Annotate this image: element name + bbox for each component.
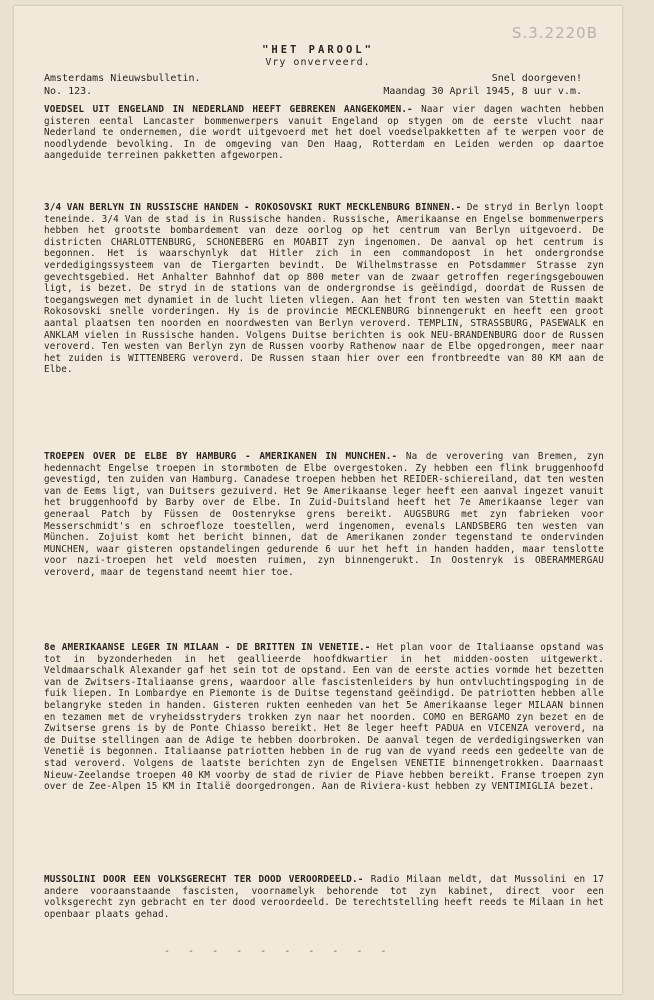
article-body: Na de verovering van Bremen, zyn hedennacht Engelse troepen in stormboten de Elbe overgestoken. Zy hebben een flink bruggenhoofd gevestigd, ten zuiden van Hamburg. Canadese troepen hebben het REIDER-schiereiland, dat ten westen van de Eems ligt, van Duitsers gezuiverd. Het 9e Amerikaanse leger heeft een aanval ingezet vanuit het bruggenhoofd by Barby over de Elbe. In Zuid-Duitsland heeft het 7e Amerikaanse leger van generaal Patch by Füssen de Oostenrykse grens bereikt. AUGSBURG met zyn fabrieken voor Messerschmidt's en schroefloze toestellen, werd ingenomen, evenals LANDSBERG ten westen van München. Zojuist komt het bericht binnen, dat de Amerikanen zonder tegenstand te ondervinden MUNCHEN, waar gisteren opstandelingen gedurende 6 uur het heft in handen hadden, maar tenslotte voor nazi-troepen het veld moesten ruimen, zyn binnengerukt. In Oostenryk is OBERAMMERGAU veroverd, maar de tegenstand neemt hier toe. <box>44 451 604 578</box>
closing-separator: - - - - - - - - - - <box>164 946 393 957</box>
article-body: Het plan voor de Italiaanse opstand was tot in byzonderheden in het geallieerde hoofdkwartier in het midden-oosten uitgewerkt. Veldmaarschalk Alexander gaf het sein tot de opstand. Een van de eerste acties vormde het bezetten van de Zwitsers-Italiaanse grens, waardoor alle fascistenleiders by hun ontvluchtingspoging in de fuik liepen. In Lombardye en Piemonte is de Duitse tegenstand geëindigd. De patriotten hebben alle belangryke steden in handen. Gisteren rukten eenheden van het 5e Amerikaanse leger MILAAN binnen en tezamen met de vryheidsstryders trokken zyn naar het noorden. COMO en BERGAMO zyn bezet en de Zwitserse grens is by de Ponte Chiasso bereikt. Het 8e leger heeft PADUA en VICENZA veroverd, na de Duitse stellingen aan de Adige te hebben doorbroken. De aanval tegen de verdedigingswerken van Venetië is begonnen. Italiaanse patriotten hebben in de rug van de vyand reeds een gedeelte van de stad veroverd. Volgens de laatste berichten zyn de Engelsen VENETIE binnengetrokken. Daarnaast Nieuw-Zeelandse troepen 40 KM voorby de stad de rivier de Piave hebben bereikt. Franse troepen zyn over de Zee-Alpen 15 KM in Italië doorgedrongen. Aan de Riviera-kust hebben zy VENTIMIGLIA bezet. <box>44 642 605 793</box>
article-body: Naar vier dagen wachten hebben gisteren eental Lancaster bommenwerpers vanuit Engeland op stygen om de eerste vlucht naar Nederland te ondernemen, die wordt uitgevoerd met het doel voedselpakketten af te werpen voor de noodlydende bevolking. In de omgeving van Den Haag, Rotterdam en Leiden werden op daartoe aangeduide terreinen pakketten afgeworpen. <box>44 104 605 162</box>
article-headline: MUSSOLINI DOOR EEN VOLKSGERECHT TER DOOD VEROORDEELD.- <box>44 874 371 885</box>
article-body: De stryd in Berlyn loopt teneinde. 3/4 Van de stad is in Russische handen. Russische, Amerikaanse en Engelse bommenwerpers hebben het grootste bombardement van deze oorlog op het centrum van Berlyn uitgevoerd. De districten CHARLOTTENBURG, SCHONEBERG en MOABIT zyn ingenomen. De aanval op het centrum is begonnen. Het is waarschynlyk dat Hitler zich in een commandopost in het ondergrondse verdedigingssysteem van de Tiergarten bevindt. De Wilhelmstrasse en Potsdammer Strasse zyn gevechtsgebied. Het Anhalter Bahnhof dat op 800 meter van de zwaar getroffen regeringsgebouwen ligt, is bezet. De stryd in de stations van de ondergrondse is geëindigd, doordat de Russen de toegangswegen met dynamiet in de lucht lieten vliegen. Aan het front ten westen van Stettin maakt Rokosovski snelle vorderingen. Hy is de provincie MECKLENBURG binnengerukt en heeft een groot aantal plaatsen ten noorden en noordwesten van Berlyn veroverd. TEMPLIN, STRASSBURG, PASEWALK en ANKLAM vielen in Russische handen. Volgens Duitse berichten is ook NEU-BRANDENBURG door de Russen veroverd. Ten westen van Berlyn zyn de Russen voorby Rathenow naar de Elbe opgedrongen, meer naar het zuiden is WITTENBERG veroverd. De Russen staan hier over een frontbreedte van 80 KM aan de Elbe. <box>44 202 604 376</box>
newspaper-subtitle: Vry onverveerd. <box>265 57 371 68</box>
article-berlyn <box>44 202 604 376</box>
bulletin-date: Maandag 30 April 1945, 8 uur v.m. <box>383 86 582 97</box>
article-headline: VOEDSEL UIT ENGELAND IN NEDERLAND HEEFT GEBREKEN AANGEKOMEN.- <box>44 104 422 115</box>
bulletin-name: Amsterdams Nieuwsbulletin. <box>44 73 201 84</box>
article-elbe <box>44 451 604 579</box>
bulletin-notice: Snel doorgeven! <box>491 73 582 84</box>
archive-stamp: S.3.2220B <box>511 24 598 42</box>
article-milaan <box>44 642 604 793</box>
bulletin-info <box>44 72 201 98</box>
article-headline: 8e AMERIKAANSE LEGER IN MILAAN - DE BRITTEN IN VENETIE.- <box>44 642 377 653</box>
bulletin-page <box>14 6 622 994</box>
bulletin-date-info <box>383 72 582 98</box>
article-voedsel <box>44 104 604 162</box>
article-mussolini <box>44 874 604 920</box>
article-headline: 3/4 VAN BERLYN IN RUSSISCHE HANDEN - ROKOSOVSKI RUKT MECKLENBURG BINNEN.- <box>44 202 467 213</box>
newspaper-title: "HET PAROOL" <box>262 44 374 56</box>
article-body: Radio Milaan meldt, dat Mussolini en 17 andere vooraanstaande fascisten, voornamelyk behorende tot zyn kabinet, direct voor een volksgerecht zyn gebracht en ter dood veroordeeld. De terechtstelling heeft reeds te Milaan in het openbaar plaats gehad. <box>44 874 604 920</box>
article-headline: TROEPEN OVER DE ELBE BY HAMBURG - AMERIKANEN IN MUNCHEN.- <box>44 451 406 462</box>
bulletin-number: No. 123. <box>44 86 93 97</box>
